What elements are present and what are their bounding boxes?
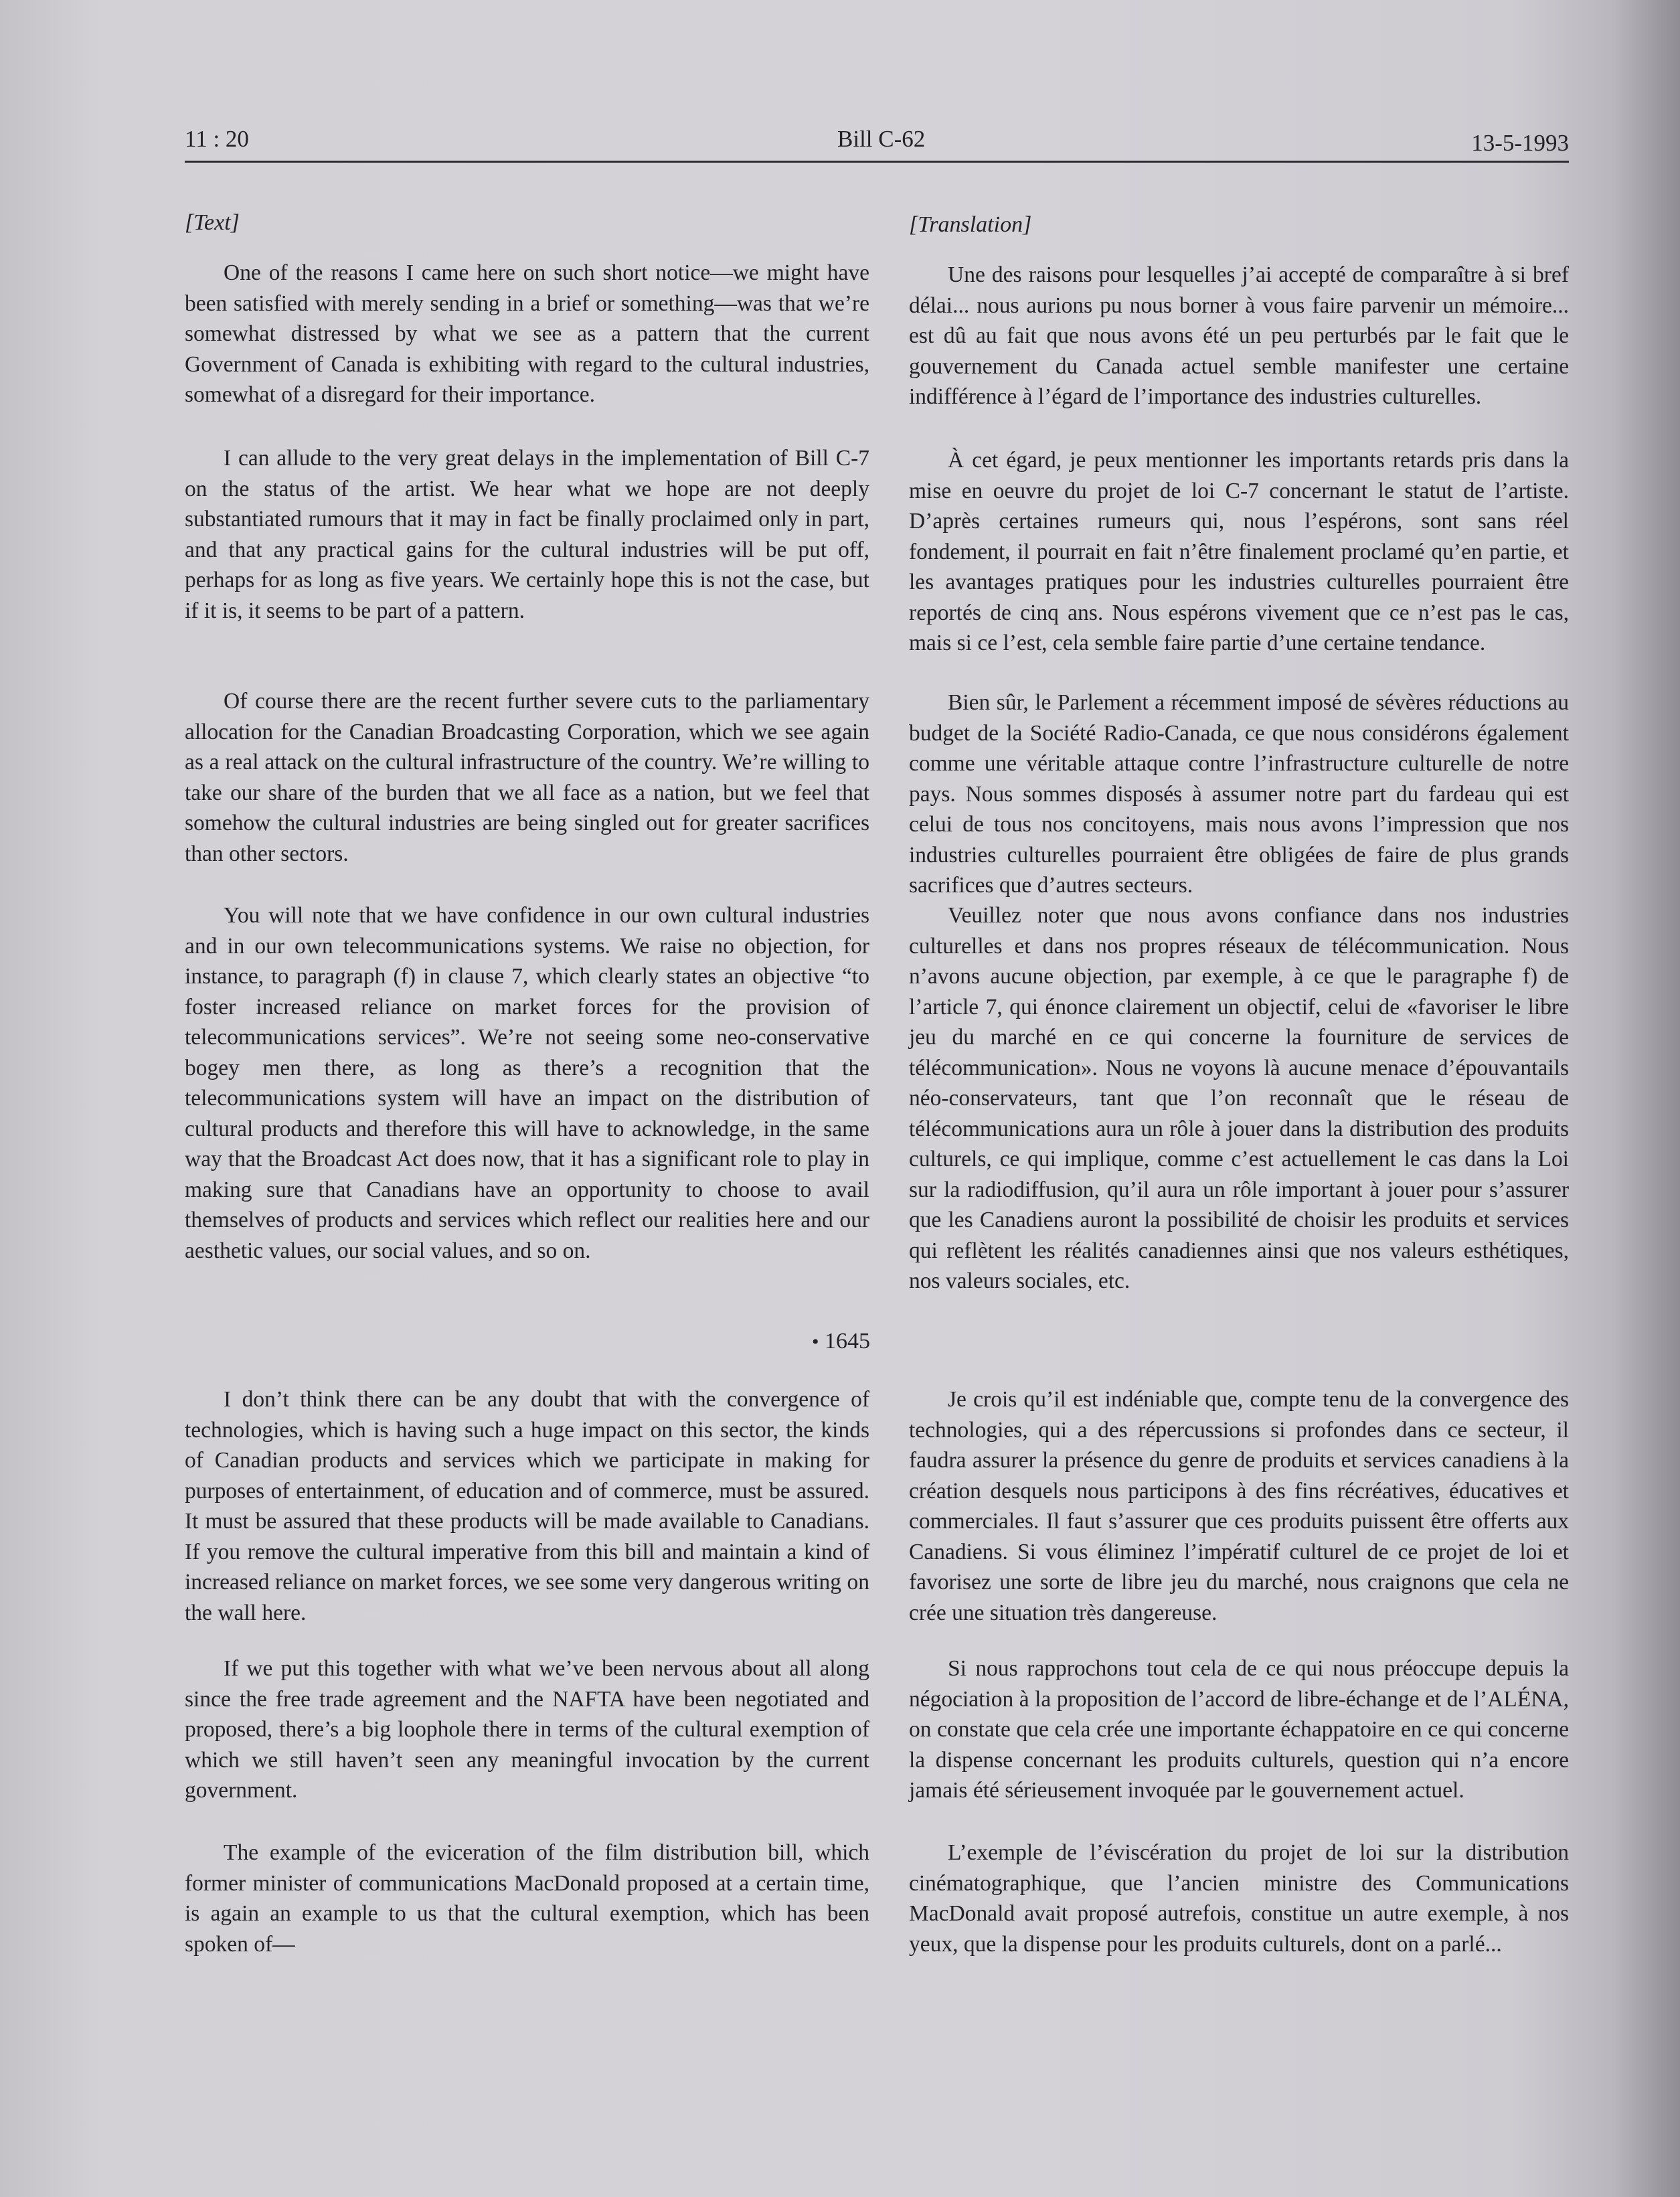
paragraph: If we put this together with what we’ve been nervous about all along since the free trade agreement and the NAFTA have been negotiated and proposed, there’s a big loophole there in terms of the cultural exemption of which we still haven’t seen any meaningful invocation by the current government. — [185, 1656, 869, 1803]
paragraph: The example of the eviceration of the film distribution bill, which former minister of communications MacDonald proposed at a certain time, is again an example to us that the cultural exemption, which has been spoken of— — [185, 1840, 869, 1957]
paragraph: Of course there are the recent further severe cuts to the parliamentary allocation for the Canadian Broadcasting Corporation, which we see again as a real attack on the cultural infrastructure of the country. We’re willing to take our share of the burden that we all face as a nation, but we feel that somehow the cultural industries are being singled out for greater sacrifices than other sectors. — [185, 689, 869, 866]
paragraph: Je crois qu’il est indéniable que, compte tenu de la convergence des technologies, qui a des répercussions si profondes dans ce secteur, il faudra assurer la présence du genre de produits et services canadiens à la création desquels nous participons à des fins récréatives, éducatives et commerciales. Il faut s’assurer que ces produits puissent être offerts aux Canadiens. Si vous éliminez l’impératif culturel de ce projet de loi et favorisez une sorte de libre jeu du marché, nous craignons que cela ne crée une situation très dangereuse. — [909, 1387, 1569, 1625]
paragraph: À cet égard, je peux mentionner les importants retards pris dans la mise en oeuvre du projet de loi C-7 concernant le statut de l’artiste. D’après certaines rumeurs qui, nous l’espérons, sont sans réel fondement, il pourrait en fait n’être finalement proclamé qu’en partie, et les avantages pratiques pour les industries culturelles pourraient être reportés de cinq ans. Nous espérons vivement que ce n’est pas le cas, mais si ce l’est, cela semble faire partie d’une certaine tendance. — [909, 448, 1569, 655]
time-value: 1645 — [825, 1329, 870, 1354]
paragraph: Bien sûr, le Parlement a récemment imposé de sévères réductions au budget de la Société Radio-Canada, ce que nous considérons également comme une véritable attaque contre l’infrastructure culturelle de notre pays. Nous sommes disposés à assumer notre part du fardeau qui est celui de tous nos concitoyens, mais nous avons l’impression que nos industries culturelles pourraient être obligées de faire de plus grands sacrifices que d’autres secteurs. — [909, 690, 1569, 898]
time-marker — [776, 1329, 870, 1354]
paragraph: L’exemple de l’éviscération du projet de loi sur la distribution cinématographique, que l’ancien ministre des Communications MacDonald avait proposé autrefois, constitue un autre exemple, à nos yeux, que la dispense pour les produits culturels, dont on a parlé... — [909, 1840, 1569, 1957]
paragraph: Une des raisons pour lesquelles j’ai accepté de comparaître à si bref délai... nous aurions pu nous borner à vous faire parvenir un mémoire... est dû au fait que nous avons été un peu perturbés par le fait que le gouvernement du Canada actuel semble manifester une certaine indifférence à l’égard de l’importance des industries culturelles. — [909, 262, 1569, 409]
paragraph: One of the reasons I came here on such short notice—we might have been satisfied with merely sending in a brief or something—was that we’re somewhat distressed by what we see as a pattern that the current Government of Canada is exhibiting with regard to the cultural industries, somewhat of a disregard for their importance. — [185, 260, 869, 407]
time-bullet: • — [811, 1331, 819, 1353]
paragraph: I can allude to the very great delays in the implementation of Bill C-7 on the status of the artist. We hear what we hope are not deeply substantiated rumours that it may in fact be finally proclaimed only in part, and that any practical gains for the cultural industries will be put off, perhaps for as long as five years. We certainly hope this is not the case, but if it is, it seems to be part of a pattern. — [185, 446, 869, 623]
page-number: 11 : 20 — [185, 126, 249, 152]
meeting-date: 13-5-1993 — [1471, 130, 1569, 156]
bill-title: Bill C-62 — [837, 126, 926, 152]
page-header — [185, 126, 1569, 159]
header-rule — [185, 161, 1569, 163]
translation-tag: [Translation] — [909, 212, 1032, 237]
paragraph: You will note that we have confidence in our own cultural industries and in our own telecommunications systems. We raise no objection, for instance, to paragraph (f) in clause 7, which clearly states an objective “to foster increased reliance on market forces for the provision of telecommunications services”. We’re not seeing some neo-conservative bogey men there, as long as there’s a recognition that the telecommunications system will have an impact on the distribution of cultural products and therefore this will have to acknowledge, in the same way that the Broadcast Act does now, that it has a significant role to play in making sure that Canadians have an opportunity to choose to avail themselves of products and services which reflect our realities here and our aesthetic values, our social values, and so on. — [185, 903, 869, 1263]
paragraph: I don’t think there can be any doubt that with the convergence of technologies, which is having such a huge impact on this sector, the kinds of Canadian products and services which we participate in making for purposes of entertainment, of education and of commerce, must be assured. It must be assured that these products will be made available to Canadians. If you remove the cultural imperative from this bill and maintain a kind of increased reliance on market forces, we see some very dangerous writing on the wall here. — [185, 1387, 869, 1625]
paragraph: Veuillez noter que nous avons confiance dans nos industries culturelles et dans nos propres réseaux de télécommunication. Nous n’avons aucune objection, par exemple, à ce que le paragraphe f) de l’article 7, qui énonce clairement un objectif, celui de «favoriser le libre jeu du marché en ce qui concerne la fourniture de services de télécommunication». Nous ne voyons là aucune menace d’épouvantails néo-conservateurs, tant que l’on reconnaît que le réseau de télécommunications aura un rôle à jouer dans la distribution des produits culturels, ce qui implique, comme c’est actuellement le cas dans la Loi sur la radiodiffusion, qu’il aura un rôle important à jouer pour s’assurer que les Canadiens auront la possibilité de choisir les produits et services qui reflètent les réalités canadiennes ainsi que nos valeurs esthétiques, nos valeurs sociales, etc. — [909, 903, 1569, 1293]
paragraph: Si nous rapprochons tout cela de ce qui nous préoccupe depuis la négociation à la proposition de l’accord de libre-échange et de l’ALÉNA, on constate que cela crée une importante échappatoire en ce qui concerne la dispense concernant les produits culturels, question qui n’a encore jamais été sérieusement invoquée par le gouvernement actuel. — [909, 1656, 1569, 1803]
text-tag: [Text] — [185, 210, 240, 235]
